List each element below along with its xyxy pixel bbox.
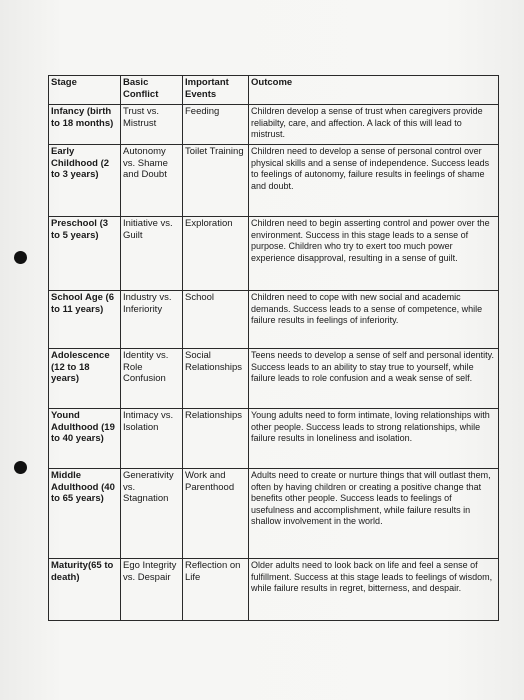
outcome-cell: Teens needs to develop a sense of self and personal identity. Success leads to an ability to stay true to yourself, while failure leads to role confusion and a weak sense of self. <box>249 349 499 409</box>
events-cell: Toilet Training <box>183 145 249 217</box>
outcome-cell: Adults need to create or nurture things that will outlast them, often by having children or creating a positive change that benefits other people. Success leads to feelings of usefulness and accomplishment, while failure results in shallow involvement in the world. <box>249 469 499 559</box>
table-row <box>49 145 499 217</box>
events-cell: School <box>183 291 249 349</box>
outcome-cell: Children need to cope with new social and academic demands. Success leads to a sense of competence, while failure results in feelings of inferiority. <box>249 291 499 349</box>
conflict-cell: Autonomy vs. Shame and Doubt <box>121 145 183 217</box>
header-stage: Stage <box>49 76 121 105</box>
header-outcome: Outcome <box>249 76 499 105</box>
conflict-cell: Intimacy vs. Isolation <box>121 409 183 469</box>
table-row <box>49 409 499 469</box>
table-header-row <box>49 76 499 105</box>
table-row <box>49 105 499 145</box>
table-row <box>49 217 499 291</box>
stage-cell: Early Childhood (2 to 3 years) <box>49 145 121 217</box>
conflict-cell: Identity vs. Role Confusion <box>121 349 183 409</box>
binder-hole <box>14 251 27 264</box>
stage-cell: Maturity(65 to death) <box>49 559 121 621</box>
stage-cell: Infancy (birth to 18 months) <box>49 105 121 145</box>
table-row <box>49 291 499 349</box>
outcome-cell: Children need to develop a sense of personal control over physical skills and a sense of independence. Success leads to feelings of autonomy, failure results in feelings of shame and doubt. <box>249 145 499 217</box>
outcome-cell: Older adults need to look back on life and feel a sense of fulfillment. Success at this stage leads to feelings of wisdom, while failure results in regret, bitterness, and despair. <box>249 559 499 621</box>
events-cell: Reflection on Life <box>183 559 249 621</box>
outcome-cell: Children develop a sense of trust when caregivers provide reliabilty, care, and affection. A lack of this will lead to mistrust. <box>249 105 499 145</box>
stage-cell: Middle Adulthood (40 to 65 years) <box>49 469 121 559</box>
events-cell: Social Relationships <box>183 349 249 409</box>
outcome-cell: Young adults need to form intimate, loving relationships with other people. Success leads to strong relationships, while failure results in loneliness and isolation. <box>249 409 499 469</box>
stage-cell: Adolescence (12 to 18 years) <box>49 349 121 409</box>
erikson-stages-table <box>48 75 499 621</box>
stage-cell: Preschool (3 to 5 years) <box>49 217 121 291</box>
events-cell: Feeding <box>183 105 249 145</box>
conflict-cell: Trust vs. Mistrust <box>121 105 183 145</box>
header-basic-conflict: Basic Conflict <box>121 76 183 105</box>
table-row <box>49 349 499 409</box>
table-row <box>49 559 499 621</box>
conflict-cell: Ego Integrity vs. Despair <box>121 559 183 621</box>
stage-cell: School Age (6 to 11 years) <box>49 291 121 349</box>
conflict-cell: Initiative vs. Guilt <box>121 217 183 291</box>
outcome-cell: Children need to begin asserting control and power over the environment. Success in this stage leads to a sense of purpose. Children who try to exert too much power experience disapproval, resulting in a sense of guilt. <box>249 217 499 291</box>
events-cell: Relationships <box>183 409 249 469</box>
events-cell: Exploration <box>183 217 249 291</box>
binder-hole <box>14 461 27 474</box>
conflict-cell: Industry vs. Inferiority <box>121 291 183 349</box>
stage-cell: Yound Adulthood (19 to 40 years) <box>49 409 121 469</box>
events-cell: Work and Parenthood <box>183 469 249 559</box>
conflict-cell: Generativity vs. Stagnation <box>121 469 183 559</box>
table-row <box>49 469 499 559</box>
header-important-events: Important Events <box>183 76 249 105</box>
